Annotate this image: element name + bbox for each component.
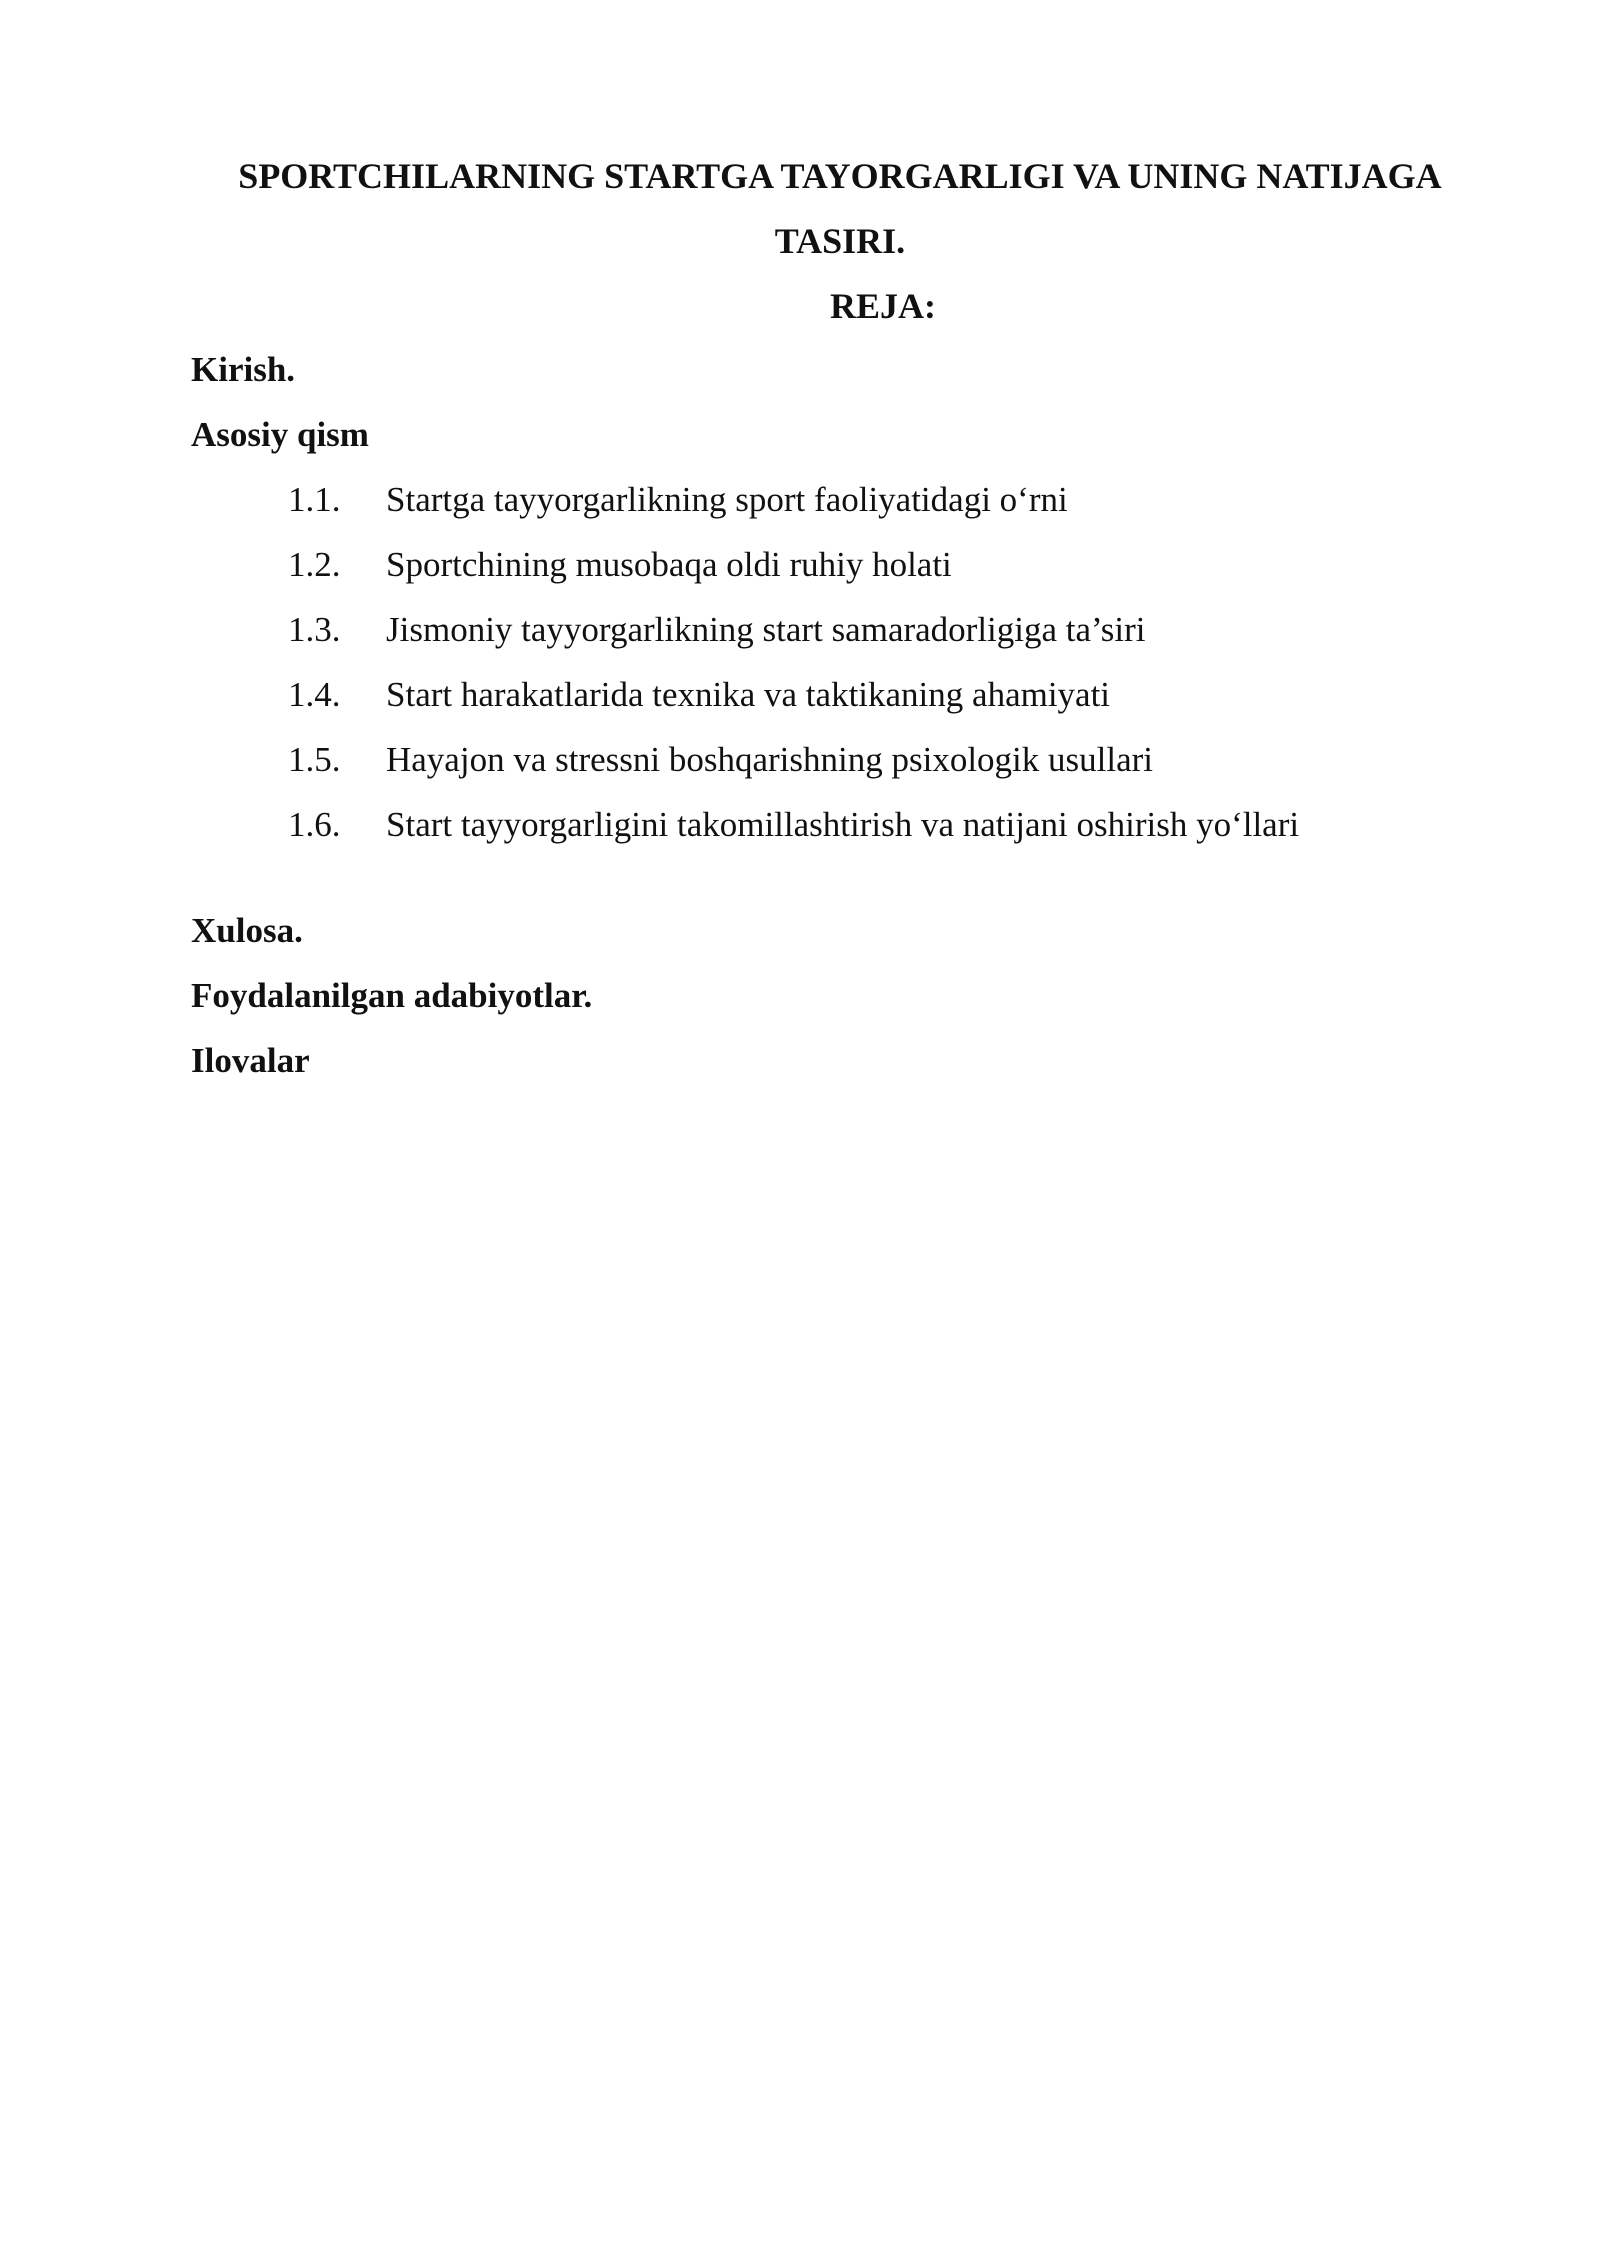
plan-item-text: Sportchining musobaqa oldi ruhiy holati [386, 545, 952, 584]
section-references: Foydalanilgan adabiyotlar. [191, 976, 593, 1015]
plan-item [288, 545, 952, 585]
section-conclusion: Xulosa. [191, 911, 303, 950]
plan-item-number: 1.4. [288, 675, 341, 714]
section-appendix: Ilovalar [191, 1041, 310, 1080]
plan-item-text: Startga tayyorgarlikning sport faoliyatidagi o‘rni [386, 480, 1068, 519]
plan-item [288, 610, 1146, 650]
section-main-part: Asosiy qism [191, 415, 369, 454]
plan-item-number: 1.3. [288, 610, 341, 649]
document-title-line-1: SPORTCHILARNING STARTGA TAYORGARLIGI VA UNING NATIJAGA [238, 156, 1442, 196]
plan-item-number: 1.1. [288, 480, 341, 519]
plan-item-number: 1.6. [288, 805, 341, 844]
plan-item [288, 675, 1110, 715]
plan-item [288, 480, 1068, 520]
plan-heading: REJA: [830, 286, 936, 326]
document-title-line-2: TASIRI. [774, 221, 906, 261]
plan-item [288, 740, 1153, 780]
plan-item-number: 1.5. [288, 740, 341, 779]
plan-item-text: Jismoniy tayyorgarlikning start samaradorligiga ta’siri [386, 610, 1146, 649]
plan-item [288, 805, 1299, 845]
plan-item-text: Start harakatlarida texnika va taktikaning ahamiyati [386, 675, 1111, 714]
plan-item-number: 1.2. [288, 545, 341, 584]
plan-item-text: Hayajon va stressni boshqarishning psixologik usullari [386, 740, 1154, 779]
plan-item-text: Start tayyorgarligini takomillashtirish va natijani oshirish yo‘llari [386, 805, 1300, 844]
section-introduction: Kirish. [191, 350, 296, 389]
